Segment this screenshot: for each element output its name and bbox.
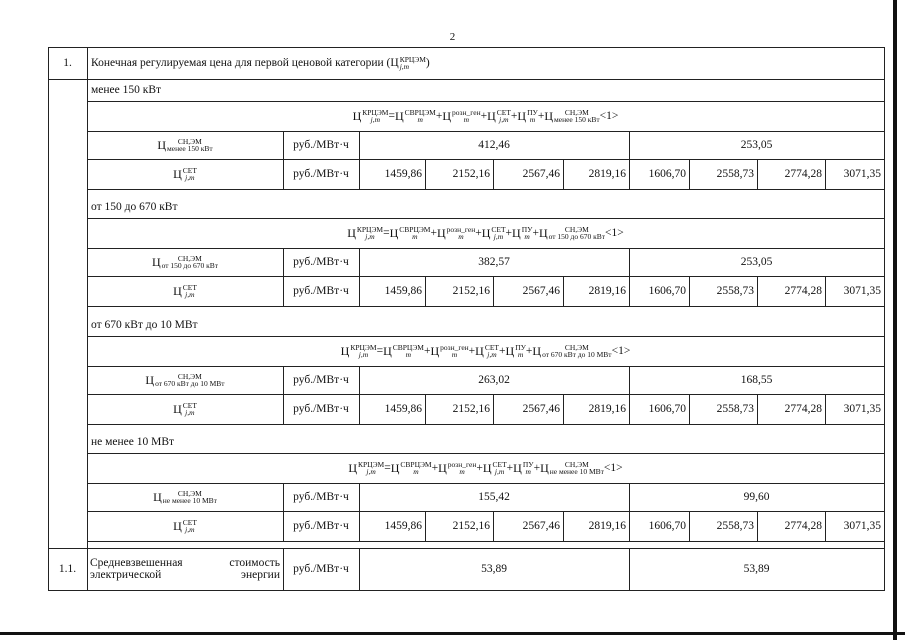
table-rule (359, 248, 360, 307)
unit-label: руб./МВт·ч (293, 284, 349, 297)
page-number: 2 (449, 31, 456, 43)
table-rule (825, 511, 826, 542)
set-value: 1459,86 (384, 167, 422, 180)
table-rule (425, 276, 426, 307)
table-rule (563, 511, 564, 542)
set-value: 2774,28 (784, 519, 822, 532)
set-value: 2567,46 (522, 519, 560, 532)
set-symbol: Ц СЕТ j,m (173, 282, 197, 299)
table-rule (425, 394, 426, 425)
sn-value-a: 382,57 (478, 255, 510, 268)
sn-symbol: Ц СН,ЭМ от 670 кВт до 10 МВт (145, 371, 225, 388)
table-rule (757, 511, 758, 542)
table-rule (283, 131, 284, 190)
set-symbol: Ц СЕТ j,m (173, 400, 197, 417)
table-rule (563, 276, 564, 307)
set-value: 2567,46 (522, 402, 560, 415)
set-value: 1459,86 (384, 284, 422, 297)
set-value: 2152,16 (452, 519, 490, 532)
set-value: 2558,73 (716, 519, 754, 532)
scan-edge-bottom (0, 632, 905, 635)
table-rule (629, 548, 630, 591)
set-value: 2819,16 (588, 284, 626, 297)
set-value: 3071,35 (843, 519, 881, 532)
sn-symbol: Ц СН,ЭМ менее 150 кВт (157, 136, 213, 153)
sn-symbol: Ц СН,ЭМ не менее 10 МВт (153, 488, 217, 505)
table-rule (689, 276, 690, 307)
set-value: 2819,16 (588, 167, 626, 180)
table-bottom-rule (48, 590, 885, 591)
unit-label: руб./МВт·ч (293, 562, 349, 575)
set-value: 3071,35 (843, 402, 881, 415)
unit-label: руб./МВт·ч (293, 373, 349, 386)
table-rule (629, 366, 630, 425)
sn-value-b: 99,60 (743, 490, 770, 503)
sn-value-a: 263,02 (478, 373, 510, 386)
table-rule (629, 248, 630, 307)
table-rule (493, 394, 494, 425)
scan-edge-right (893, 0, 897, 640)
table-rule (629, 483, 630, 542)
table-rule (87, 306, 885, 307)
price-formula: Ц КРЦЭМ j,m = Ц СВРЦЭМ m + Ц розн_ген m + Ц СЕТ j,m + Ц ПУ m + Ц СН,ЭМ от 670 кВт до 10 МВт <1> (340, 342, 631, 359)
unit-label: руб./МВт·ч (293, 519, 349, 532)
set-value: 3071,35 (843, 167, 881, 180)
table-rule (87, 424, 885, 425)
table-rule (283, 483, 284, 542)
set-value: 2567,46 (522, 284, 560, 297)
set-value: 2558,73 (716, 284, 754, 297)
set-value: 2152,16 (452, 284, 490, 297)
sn-value-a: 412,46 (478, 138, 510, 151)
sn-value-b: 253,05 (740, 138, 773, 151)
set-value: 1606,70 (648, 284, 686, 297)
unit-label: руб./МВт·ч (293, 167, 349, 180)
sn-value-a: 155,42 (478, 490, 510, 503)
set-value: 2774,28 (784, 284, 822, 297)
set-symbol: Ц СЕТ j,m (173, 517, 197, 534)
row-number: 1.1. (58, 562, 77, 575)
table-rule (283, 366, 284, 425)
row-title: Конечная регулируемая цена для первой ценовой категории (Ц КРЦЭМ j,m ) (91, 54, 430, 71)
unit-label: руб./МВт·ч (293, 255, 349, 268)
table-rule (493, 276, 494, 307)
table-rule (757, 159, 758, 190)
table-rule (359, 131, 360, 190)
unit-label: руб./МВт·ч (293, 402, 349, 415)
table-rule (825, 276, 826, 307)
set-value: 3071,35 (843, 284, 881, 297)
table-rule (87, 189, 885, 190)
table-rule (689, 394, 690, 425)
set-value: 2819,16 (588, 402, 626, 415)
set-value: 2558,73 (716, 167, 754, 180)
set-value: 1606,70 (648, 167, 686, 180)
table-rule (87, 541, 885, 542)
table-rule (493, 159, 494, 190)
section-heading: менее 150 кВт (91, 83, 162, 96)
unit-label: руб./МВт·ч (293, 138, 349, 151)
set-value: 2774,28 (784, 402, 822, 415)
table-rule (825, 159, 826, 190)
set-value: 2558,73 (716, 402, 754, 415)
avg-cost-label: Средневзвешенная стоимость электрической энергии (90, 556, 280, 581)
avg-value-b: 53,89 (743, 562, 770, 575)
table-rule (425, 511, 426, 542)
table-rule (563, 394, 564, 425)
table-rule (689, 511, 690, 542)
table-rule (359, 483, 360, 542)
table-rule (629, 131, 630, 190)
table-rule (757, 276, 758, 307)
sn-value-b: 168,55 (740, 373, 773, 386)
sn-symbol: Ц СН,ЭМ от 150 до 670 кВт (151, 253, 219, 270)
set-value: 2152,16 (452, 167, 490, 180)
set-value: 1606,70 (648, 519, 686, 532)
price-formula: Ц КРЦЭМ j,m = Ц СВРЦЭМ m + Ц розн_ген m + Ц СЕТ j,m + Ц ПУ m + Ц СН,ЭМ от 150 до 670 кВт <1> (347, 224, 624, 241)
sn-value-b: 253,05 (740, 255, 773, 268)
avg-value-a: 53,89 (481, 562, 507, 575)
unit-label: руб./МВт·ч (293, 490, 349, 503)
section-heading: от 150 до 670 кВт (91, 200, 178, 213)
table-rule (283, 548, 284, 591)
row-number: 1. (63, 56, 72, 69)
set-value: 2819,16 (588, 519, 626, 532)
table-right-rule (884, 47, 885, 591)
table-rule (425, 159, 426, 190)
set-value: 1606,70 (648, 402, 686, 415)
set-symbol: Ц СЕТ j,m (173, 165, 197, 182)
section-heading: от 670 кВт до 10 МВт (91, 318, 198, 331)
price-formula: Ц КРЦЭМ j,m = Ц СВРЦЭМ m + Ц розн_ген m + Ц СЕТ j,m + Ц ПУ m + Ц СН,ЭМ менее 150 кВт <1> (352, 107, 619, 124)
table-rule (757, 394, 758, 425)
section-heading: не менее 10 МВт (91, 435, 175, 448)
set-value: 2774,28 (784, 167, 822, 180)
table-rule (825, 394, 826, 425)
set-value: 2567,46 (522, 167, 560, 180)
set-value: 1459,86 (384, 519, 422, 532)
table-rule (359, 548, 360, 591)
table-rule (283, 248, 284, 307)
table-rule (689, 159, 690, 190)
set-value: 1459,86 (384, 402, 422, 415)
price-formula: Ц КРЦЭМ j,m = Ц СВРЦЭМ m + Ц розн_ген m + Ц СЕТ j,m + Ц ПУ m + Ц СН,ЭМ не менее 10 МВт <1> (348, 459, 623, 476)
table-left-rule (48, 47, 49, 591)
table-rule (359, 366, 360, 425)
table-rule (563, 159, 564, 190)
set-value: 2152,16 (452, 402, 490, 415)
table-rule (493, 511, 494, 542)
table-number-col-rule (87, 47, 88, 591)
